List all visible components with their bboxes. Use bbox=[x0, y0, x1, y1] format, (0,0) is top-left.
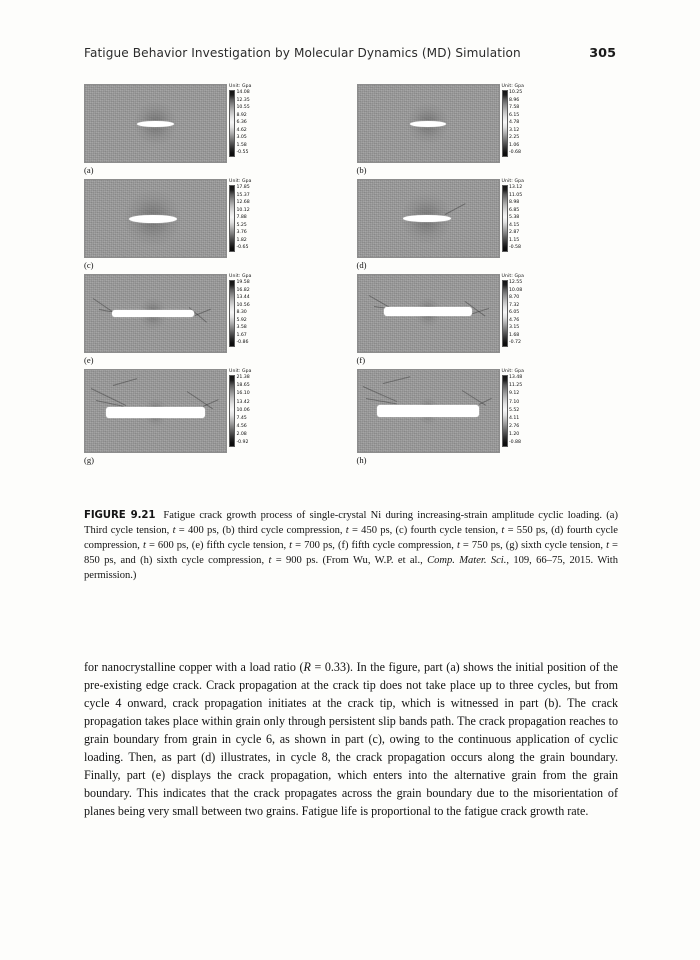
figure-caption-t4: t bbox=[142, 540, 146, 552]
colorbar-tick-value: 16.10 bbox=[236, 391, 250, 397]
panel-label: (f) bbox=[356, 355, 366, 365]
figure-caption-t2: t bbox=[345, 525, 349, 537]
colorbar-tick-value: 3.76 bbox=[236, 230, 247, 236]
colorbar-tick-value: 2.87 bbox=[509, 230, 520, 236]
figure-caption-label: FIGURE 9.21 bbox=[84, 510, 156, 521]
colorbar-tick-value: 14.08 bbox=[236, 90, 250, 95]
panel-label: (g) bbox=[84, 455, 95, 465]
body-text-2: = 0.33). In the figure, part (a) shows the initial position of the pre-existing edge crack. Crack propagation at the crack tip does not take place up to three cycles, but from cycle 4 onward, crack propagation initiates at the crack tip, which is witnessed in part (b). The crack propagation takes place within grain only through persistent slip bands path. The crack propagation reaches to grain boundary from grain in cycle 6, as shown in part (c), owing to the continuous application of cyclic loading. Then, as part (d) illustrates, in cycle 8, the crack propagation occurs along the grain boundary. Finally, part (e) displays the crack propagation, which enters into the alternative grain from the grain boundary. This indicates that the crack propagates across the grain boundary due to the misorientation of planes being very small between two grains. Fatigue life is proportional to the fatigue crack growth rate. bbox=[84, 660, 618, 819]
panel-label: (c) bbox=[84, 260, 94, 270]
figure-caption-text-2: = 400 ps, (b) third cycle compression, bbox=[175, 525, 346, 537]
stress-colorbar bbox=[500, 84, 525, 163]
body-text-1: for nanocrystalline copper with a load ratio ( bbox=[84, 660, 304, 674]
colorbar-tick-value: 10.25 bbox=[509, 90, 523, 95]
crack-region bbox=[384, 307, 471, 316]
stress-colorbar bbox=[227, 179, 252, 258]
colorbar-tick-value: 10.12 bbox=[236, 207, 250, 213]
colorbar-tick-value: -0.58 bbox=[509, 245, 521, 251]
colorbar-tick-value: 8.96 bbox=[509, 97, 520, 103]
colorbar-tick-value: 4.76 bbox=[509, 317, 520, 323]
colorbar-tick-value: -0.92 bbox=[236, 440, 249, 446]
crack-region bbox=[377, 405, 479, 417]
colorbar-unit-label: Unit: Gpa bbox=[229, 179, 252, 184]
md-simulation-image bbox=[357, 179, 500, 258]
md-simulation-image bbox=[84, 84, 227, 163]
crack-region bbox=[410, 121, 447, 127]
figure-caption-t3: t bbox=[501, 525, 505, 537]
colorbar-tick-value: 7.45 bbox=[236, 415, 247, 421]
colorbar-tick-labels bbox=[508, 90, 523, 157]
stress-colorbar bbox=[500, 274, 525, 353]
colorbar-tick-value: 2.08 bbox=[236, 432, 247, 438]
colorbar-tick-value: 7.58 bbox=[509, 105, 520, 111]
colorbar-tick-value: 5.38 bbox=[509, 215, 520, 221]
colorbar-tick-value: 10.08 bbox=[509, 287, 523, 293]
figure-caption-journal: Comp. Mater. Sci. bbox=[427, 555, 507, 567]
colorbar-tick-value: 10.56 bbox=[236, 302, 250, 308]
colorbar-tick-value: 2.25 bbox=[509, 135, 520, 141]
colorbar-tick-value: 4.78 bbox=[509, 120, 520, 126]
colorbar-tick-labels bbox=[235, 185, 250, 252]
figure-9-21 bbox=[84, 84, 616, 469]
panel-label: (b) bbox=[356, 165, 367, 175]
figure-caption-text-5: = 600 ps, (e) fifth cycle tension, bbox=[145, 540, 290, 552]
colorbar-tick-value: 9.12 bbox=[509, 391, 520, 397]
colorbar-tick-value: -0.72 bbox=[509, 340, 521, 346]
figure-caption-t7: t bbox=[606, 540, 610, 552]
colorbar-tick-value: 10.55 bbox=[236, 105, 250, 111]
colorbar-tick-value: 1.15 bbox=[509, 237, 520, 243]
figure-panel-d bbox=[357, 179, 617, 270]
colorbar-tick-value: 8.92 bbox=[236, 112, 247, 118]
colorbar-tick-value: 8.30 bbox=[236, 310, 247, 316]
colorbar-tick-value: 1.20 bbox=[509, 432, 520, 438]
figure-caption-text-7: = 750 ps, (g) sixth cycle tension, bbox=[459, 540, 607, 552]
figure-caption-text-8: = 850 ps, and (h) sixth cycle compression, bbox=[84, 540, 618, 567]
figure-caption-t8: t bbox=[268, 555, 272, 567]
colorbar-tick-value: 19.58 bbox=[236, 280, 250, 285]
stress-colorbar bbox=[227, 274, 252, 353]
colorbar-tick-value: 3.15 bbox=[509, 325, 520, 331]
colorbar-tick-value: 5.52 bbox=[509, 407, 520, 413]
colorbar-tick-value: 5.92 bbox=[236, 317, 247, 323]
figure-panel-b bbox=[357, 84, 617, 175]
stress-colorbar bbox=[500, 179, 525, 258]
figure-caption-t1: t bbox=[172, 525, 176, 537]
colorbar-tick-value: 8.70 bbox=[509, 295, 520, 301]
colorbar-tick-value: 15.37 bbox=[236, 192, 250, 198]
colorbar-tick-value: 6.05 bbox=[509, 310, 520, 316]
running-head-title: Fatigue Behavior Investigation by Molecular Dynamics (MD) Simulation bbox=[84, 46, 521, 60]
figure-caption-text-6: = 700 ps, (f) fifth cycle compression, bbox=[292, 540, 457, 552]
md-simulation-image bbox=[84, 274, 227, 353]
stress-colorbar bbox=[227, 369, 252, 453]
colorbar-tick-value: 5.25 bbox=[236, 222, 247, 228]
panel-label: (h) bbox=[356, 455, 367, 465]
colorbar-tick-value: 3.58 bbox=[236, 325, 247, 331]
colorbar-unit-label: Unit: Gpa bbox=[501, 369, 525, 374]
colorbar-tick-labels bbox=[235, 90, 250, 157]
colorbar-tick-value: 6.85 bbox=[509, 207, 520, 213]
panel-label: (d) bbox=[356, 260, 367, 270]
colorbar-tick-value: 17.85 bbox=[236, 185, 250, 190]
figure-panel-a bbox=[84, 84, 344, 175]
colorbar-tick-value: 12.55 bbox=[509, 280, 523, 285]
colorbar-tick-value: 3.05 bbox=[236, 135, 247, 141]
colorbar-tick-value: 21.38 bbox=[236, 375, 250, 380]
figure-caption-t5: t bbox=[289, 540, 293, 552]
colorbar-tick-value: -0.86 bbox=[236, 340, 249, 346]
colorbar-tick-value: 7.10 bbox=[509, 399, 520, 405]
running-head bbox=[84, 46, 616, 61]
colorbar-tick-labels bbox=[508, 375, 523, 447]
colorbar-tick-value: 1.58 bbox=[236, 142, 247, 148]
colorbar-tick-labels bbox=[508, 185, 523, 252]
panel-label: (e) bbox=[84, 355, 94, 365]
colorbar-tick-value: 13.42 bbox=[236, 399, 250, 405]
colorbar-tick-value: 11.05 bbox=[509, 192, 523, 198]
figure-panel-grid bbox=[84, 84, 616, 469]
colorbar-tick-value: 16.82 bbox=[236, 287, 250, 293]
colorbar-tick-labels bbox=[235, 375, 250, 447]
colorbar-tick-value: 7.88 bbox=[236, 215, 247, 221]
colorbar-tick-value: -0.68 bbox=[509, 150, 521, 156]
stress-colorbar bbox=[227, 84, 252, 163]
colorbar-tick-value: 4.56 bbox=[236, 424, 247, 430]
figure-panel-e bbox=[84, 274, 344, 365]
figure-panel-h bbox=[357, 369, 617, 465]
colorbar-tick-value: 10.06 bbox=[236, 407, 250, 413]
figure-caption-text-1: Fatigue crack growth process of single-crystal Ni during increasing-strain amplitude cyclic loading. (a) Third cycle tension, bbox=[84, 510, 619, 537]
colorbar-unit-label: Unit: Gpa bbox=[229, 369, 252, 374]
panel-label: (a) bbox=[84, 165, 94, 175]
crack-region bbox=[403, 215, 451, 222]
colorbar-tick-value: 7.32 bbox=[509, 302, 520, 308]
colorbar-tick-value: 3.12 bbox=[509, 127, 520, 133]
page-number: 305 bbox=[589, 46, 616, 61]
stress-colorbar bbox=[500, 369, 525, 453]
crack-region bbox=[112, 310, 194, 317]
colorbar-tick-value: 13.48 bbox=[509, 375, 523, 380]
colorbar-tick-value: 1.06 bbox=[509, 142, 520, 148]
figure-caption-t6: t bbox=[456, 540, 460, 552]
figure-caption-text-3: = 450 ps, (c) fourth cycle tension, bbox=[348, 525, 502, 537]
colorbar-tick-value: 2.76 bbox=[509, 424, 520, 430]
colorbar-tick-value: 13.44 bbox=[236, 295, 250, 301]
figure-caption-text-9: = 900 ps. (From Wu, W.P. et al., bbox=[271, 555, 428, 567]
md-simulation-image bbox=[357, 274, 500, 353]
md-simulation-image bbox=[357, 369, 500, 453]
figure-panel-f bbox=[357, 274, 617, 365]
colorbar-tick-value: 6.36 bbox=[236, 120, 247, 126]
colorbar-tick-value: 6.15 bbox=[509, 112, 520, 118]
colorbar-tick-labels bbox=[508, 280, 523, 347]
colorbar-tick-value: -0.55 bbox=[236, 150, 249, 156]
colorbar-tick-labels bbox=[235, 280, 250, 347]
colorbar-tick-value: 1.68 bbox=[509, 332, 520, 338]
figure-caption-text-10: , 109, 66–75, 2015. With permission.) bbox=[84, 555, 619, 582]
colorbar-tick-value: 8.98 bbox=[509, 200, 520, 206]
crack-region bbox=[129, 215, 177, 223]
colorbar-unit-label: Unit: Gpa bbox=[501, 179, 525, 184]
md-simulation-image bbox=[357, 84, 500, 163]
figure-caption bbox=[84, 508, 618, 583]
body-paragraph bbox=[84, 658, 618, 820]
colorbar-tick-value: 12.68 bbox=[236, 200, 250, 206]
colorbar-tick-value: 1.67 bbox=[236, 332, 247, 338]
figure-caption-text-4: = 550 ps, (d) fourth cycle compression, bbox=[84, 525, 618, 552]
colorbar-unit-label: Unit: Gpa bbox=[229, 274, 252, 279]
colorbar-tick-value: 18.65 bbox=[236, 383, 250, 389]
colorbar-tick-value: 4.11 bbox=[509, 415, 520, 421]
crack-region bbox=[137, 121, 174, 127]
colorbar-tick-value: 4.15 bbox=[509, 222, 520, 228]
md-simulation-image bbox=[84, 179, 227, 258]
crack-region bbox=[106, 407, 205, 418]
figure-panel-c bbox=[84, 179, 344, 270]
colorbar-unit-label: Unit: Gpa bbox=[501, 84, 525, 89]
colorbar-tick-value: -0.88 bbox=[509, 440, 521, 446]
figure-panel-g bbox=[84, 369, 344, 465]
colorbar-tick-value: 4.62 bbox=[236, 127, 247, 133]
colorbar-tick-value: 11.25 bbox=[509, 383, 523, 389]
colorbar-unit-label: Unit: Gpa bbox=[229, 84, 252, 89]
colorbar-tick-value: -0.65 bbox=[236, 245, 249, 251]
body-italic-r: R bbox=[303, 660, 311, 674]
colorbar-tick-value: 12.35 bbox=[236, 97, 250, 103]
md-simulation-image bbox=[84, 369, 227, 453]
colorbar-unit-label: Unit: Gpa bbox=[501, 274, 525, 279]
colorbar-tick-value: 13.12 bbox=[509, 185, 523, 190]
colorbar-tick-value: 1.82 bbox=[236, 237, 247, 243]
